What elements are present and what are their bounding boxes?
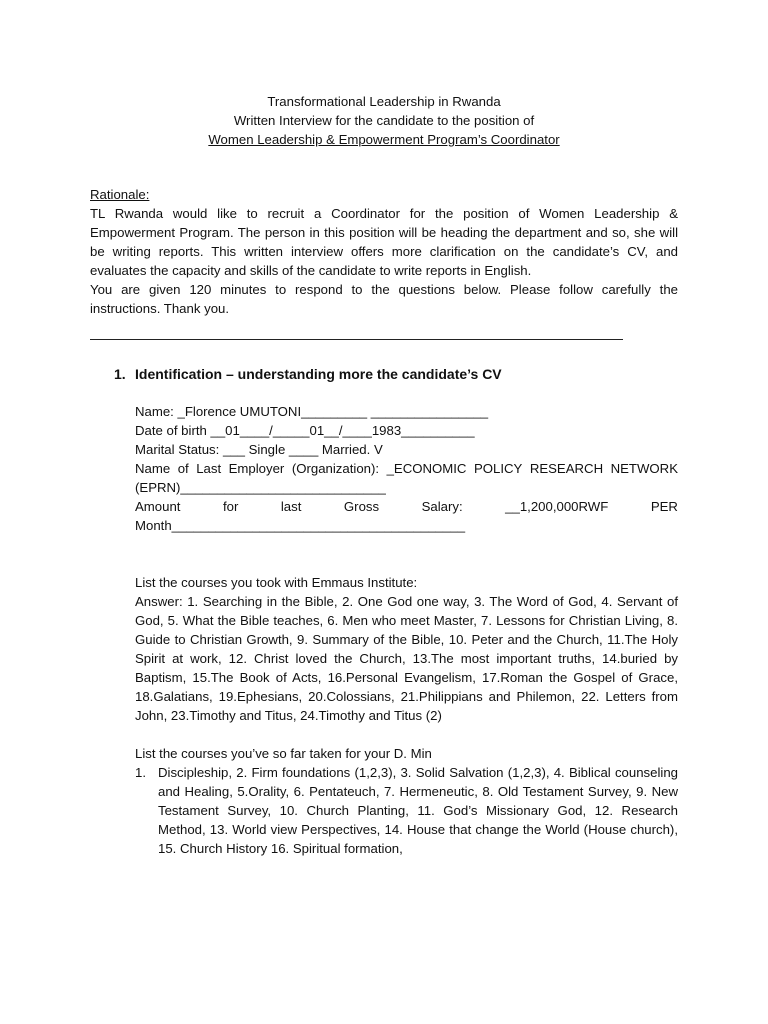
- employer-word: RESEARCH: [529, 461, 604, 476]
- emmaus-courses-block: [135, 573, 678, 725]
- employer-word: Employer: [228, 461, 285, 476]
- employer-word: NETWORK: [610, 461, 678, 476]
- employer-field: [135, 459, 678, 478]
- employer-word: of: [177, 461, 189, 476]
- section-heading: [114, 364, 678, 384]
- emmaus-courses-question: List the courses you took with Emmaus Institute:: [135, 575, 418, 590]
- employer-word: (Organization):: [291, 461, 380, 476]
- employer-word: POLICY: [473, 461, 523, 476]
- employer-word: Last: [196, 461, 222, 476]
- header-organization: Transformational Leadership in Rwanda: [267, 94, 501, 109]
- dmin-courses-answer: Discipleship, 2. Firm foundations (1,2,3), 3. Solid Salvation (1,2,3), 4. Biblical counseling and Healing, 5.Orality, 6. Pentateuch, 7. Hermeneutic, 8. Old Testament Survey, 9. New Testament Survey, 10. Church Planting, 11. God’s Missionary God, 12. Research Method, 13. World view Perspectives, 14. House that change the World (House church), 15. Church History 16. Spiritual formation,: [158, 765, 678, 856]
- salary-word: __1,200,000RWF: [505, 499, 609, 514]
- marital-status-field: Marital Status: ___ Single ____ Married. V: [135, 442, 383, 457]
- employer-word: _ECONOMIC: [386, 461, 467, 476]
- separator-line: [90, 339, 623, 340]
- dmin-courses-question: List the courses you’ve so far taken for your D. Min: [135, 746, 432, 761]
- salary-word: Amount: [135, 499, 181, 514]
- salary-word: last: [280, 499, 302, 514]
- salary-word: PER: [650, 499, 678, 514]
- salary-word: for: [222, 499, 239, 514]
- salary-word: Gross: [343, 499, 380, 514]
- name-field: Name: _Florence UMUTONI_________ ________________: [135, 404, 489, 419]
- date-of-birth-field: Date of birth __01____/_____01__/____1983__________: [135, 423, 475, 438]
- document-header: [90, 92, 678, 149]
- employer-word: Name: [135, 461, 171, 476]
- document-page: [90, 92, 678, 858]
- header-subtitle: Written Interview for the candidate to the position of: [233, 113, 535, 128]
- salary-field-continued: Month________________________________________: [135, 518, 466, 533]
- header-position-title: Women Leadership & Empowerment Program’s Coordinator: [208, 132, 560, 147]
- instructions-paragraph: You are given 120 minutes to respond to the questions below. Please follow carefully the instructions. Thank you.: [90, 282, 678, 316]
- rationale-paragraph: TL Rwanda would like to recruit a Coordinator for the position of Women Leadership & Empowerment Program. The person in this position will be heading the department and so, she will be writing reports. This written interview offers more clarification on the candidate’s CV, and evaluates the capacity and skills of the candidate to write reports in English.: [90, 206, 678, 278]
- section-number: 1.: [114, 366, 126, 382]
- dmin-courses-block: [135, 744, 678, 858]
- salary-field: [135, 497, 678, 516]
- rationale-label: Rationale:: [90, 187, 150, 202]
- identification-fields: [135, 402, 678, 535]
- employer-field-continued: (EPRN)____________________________: [135, 480, 386, 495]
- list-item: [135, 763, 678, 858]
- salary-word: Salary:: [421, 499, 463, 514]
- emmaus-courses-answer: Answer: 1. Searching in the Bible, 2. One God one way, 3. The Word of God, 4. Servant of God, 5. What the Bible teaches, 6. Men who meet Master, 7. Lessons for Christian Living, 8. Guide to Christian Growth, 9. Summary of the Bible, 10. Peter and the Church, 11.The Holy Spirit at work, 12. Christ loved the Church, 13.The most important truths, 14.buried by Baptism, 15.The Book of Acts, 16.Personal Evangelism, 17.Roman the Gospel of Grace, 18.Galatians, 19.Ephesians, 20.Colossians, 21.Philippians and Philemon, 22. Letters from John, 23.Timothy and Titus, 24.Timothy and Titus (2): [135, 594, 678, 723]
- section-title: Identification – understanding more the candidate’s CV: [135, 366, 502, 382]
- list-item-number: 1.: [135, 765, 146, 780]
